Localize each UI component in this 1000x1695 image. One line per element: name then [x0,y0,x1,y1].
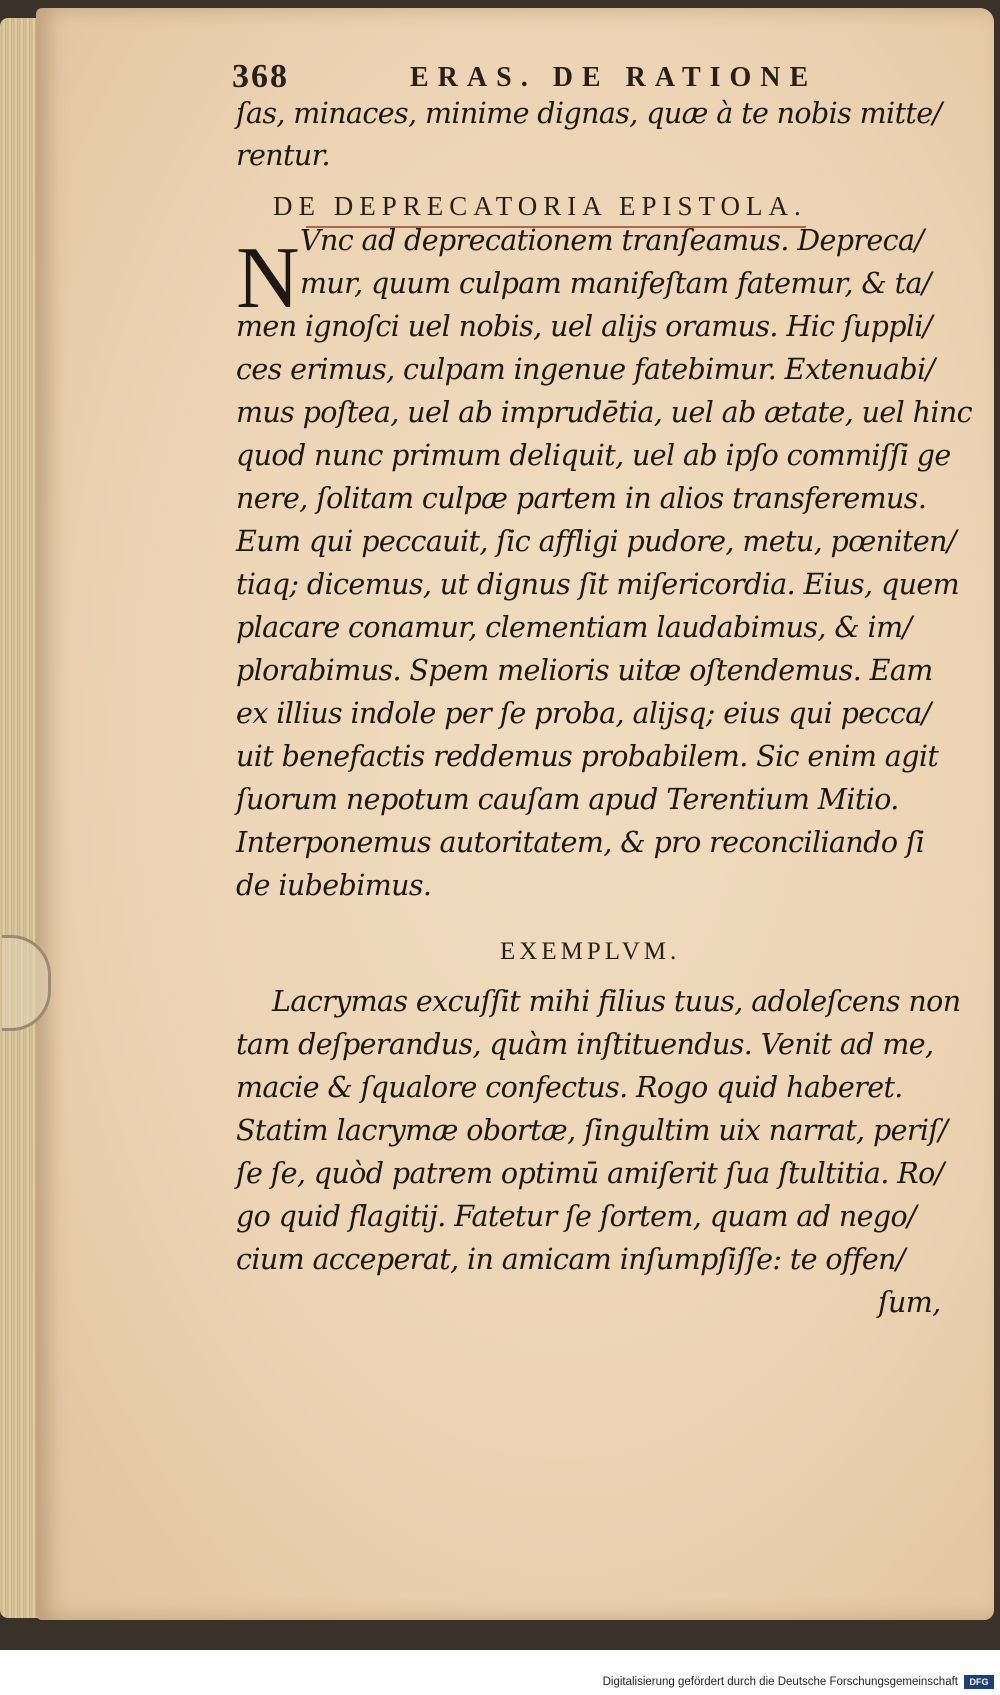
text-line: ex illius indole per ſe proba, alijsq; eius qui pecca/ [236,697,931,730]
text-line: men ignoſci uel nobis, uel alijs oramus. Hic ſuppli/ [236,310,932,343]
section-heading: DE DEPRECATORIA EPISTOLA. [273,191,807,221]
text-line: rentur. [236,139,331,172]
text-line: quod nunc primum deliquit, uel ab ipſo commiſſi ge [236,439,951,472]
text-line: mur, quum culpam manifeſtam fatemur, & ta/ [300,267,931,300]
dfg-logo: DFG [964,1675,994,1689]
text-line: Lacrymas excuſſit mihi filius tuus, adoleſcens non [272,985,961,1018]
text-line: uit benefactis reddemus probabilem. Sic enim agit [236,740,939,773]
catchword: ſum, [878,1286,941,1319]
text-line: ces erimus, culpam ingenue fatebimur. Extenuabi/ [236,353,935,386]
digitization-credit: Digitalisierung gefördert durch die Deutsche Forschungsgemeinschaft [602,1676,958,1688]
text-line: ſe ſe, quòd patrem optimū amiſerit ſua ſtultitia. Ro/ [236,1157,944,1190]
text-line: ſas, minaces, minime dignas, quæ à te nobis mitte/ [236,97,942,130]
drop-cap: N [236,230,300,327]
page-number: 368 [232,58,289,95]
text-line: Statim lacrymæ obortæ, ſingultim uix narrat, periſ/ [236,1114,948,1147]
text-line: Eum qui peccauit, ſic affligi pudore, metu, pœniten/ [236,525,956,558]
text-line: go quid flagitij. Fatetur ſe ſortem, quam ad nego/ [236,1200,917,1233]
text-line: ſuorum nepotum cauſam apud Terentium Mitio. [236,783,899,816]
text-line: cium acceperat, in amicam inſumpſiſſe: te offen/ [236,1243,905,1276]
text-line: Interponemus autoritatem, & pro reconciliando ſi [236,826,925,859]
book-page [36,8,994,1620]
text-line: tam deſperandus, quàm inſtituendus. Venit ad me, [236,1028,934,1061]
text-line: plorabimus. Spem melioris uitæ oſtendemus. Eam [236,654,933,687]
running-title: ERAS. DE RATIONE [410,62,818,93]
text-line: placare conamur, clementiam laudabimus, & im/ [236,611,912,644]
text-line: de iubebimus. [236,869,432,902]
example-heading: EXEMPLVM. [500,938,681,965]
footer-strip [0,1650,1000,1695]
text-line: mus poſtea, uel ab imprudētia, uel ab ætate, uel hinc [236,396,973,429]
text-line: tiaq; dicemus, ut dignus ſit miſericordia. Eius, quem [236,568,960,601]
text-line: Vnc ad deprecationem tranſeamus. Depreca/ [300,224,924,257]
text-line: macie & ſqualore confectus. Rogo quid haberet. [236,1071,903,1104]
text-line: nere, ſolitam culpæ partem in alios transferemus. [236,482,927,515]
